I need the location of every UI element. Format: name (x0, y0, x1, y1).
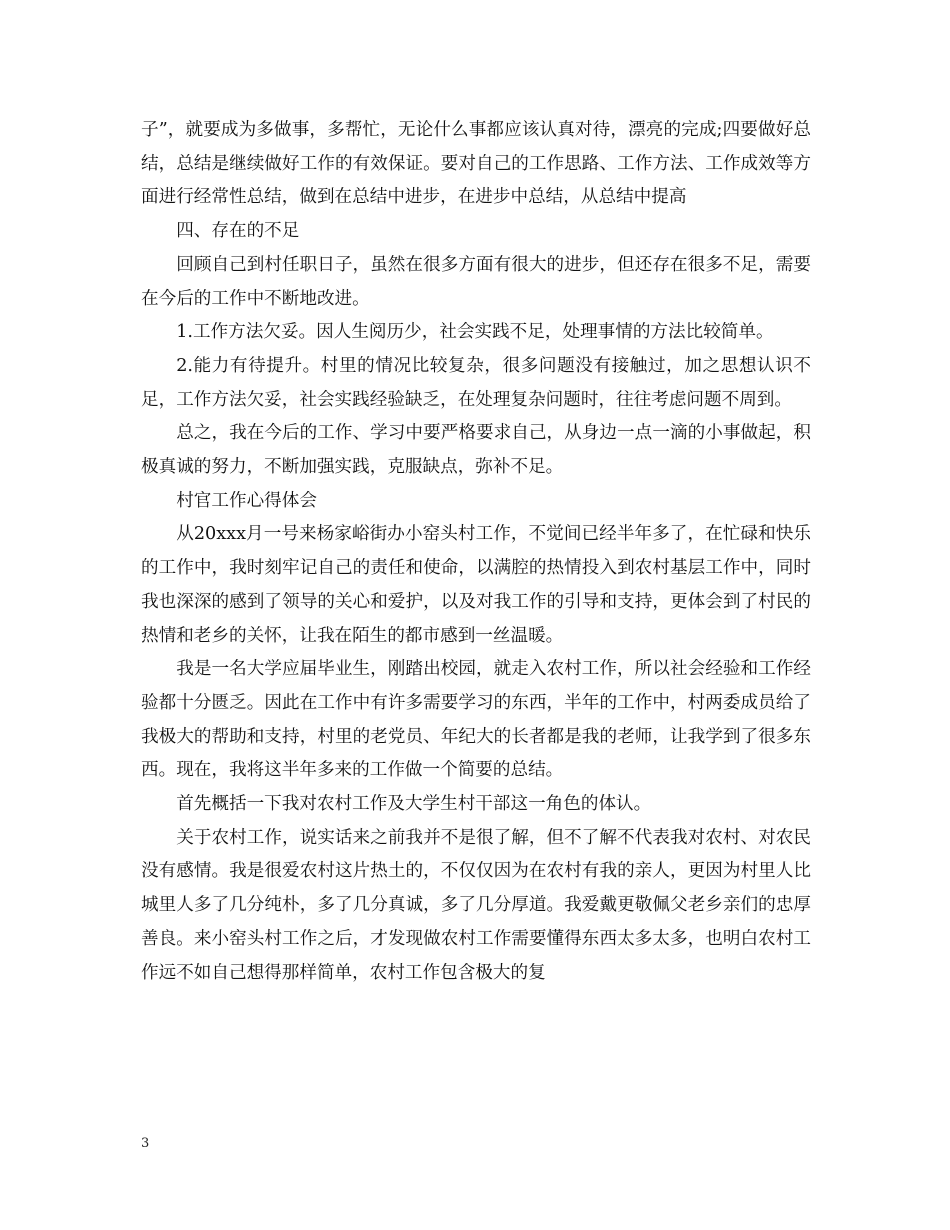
list-item-1: 1.工作方法欠妥。因人生阅历少，社会实践不足，处理事情的方法比较简单。 (176, 322, 774, 343)
paragraph-3: 回顾自己到村任职日子，虽然在很多方面有很大的进步，但还存在很多不足，需要在今后的工作中不断地改进。 (141, 254, 811, 309)
document-body (141, 114, 811, 990)
paragraph-1: 子”，就要成为多做事，多帮忙，无论什么事都应该认真对待，漂亮的完成;四要做好总结，总结是继续做好工作的有效保证。要对自己的工作思路、工作方法、工作成效等方面进行经常性总结，做到在总结中进步，在进步中总结，从总结中提高 (141, 120, 811, 208)
paragraph-9: 我是一名大学应届毕业生，刚踏出校园，就走入农村工作，所以社会经验和工作经验都十分匮乏。因此在工作中有许多需要学习的东西，半年的工作中，村两委成员给了我极大的帮助和支持，村里的老党员、年纪大的长者都是我的老师，让我学到了很多东西。现在，我将这半年多来的工作做一个简要的总结。 (141, 659, 811, 781)
paragraph-11: 关于农村工作，说实话来之前我并不是很了解，但不了解不代表我对农村、对农民没有感情。我是很爱农村这片热土的，不仅仅因为在农村有我的亲人，更因为村里人比城里人多了几分纯朴，多了几分真诚，多了几分厚道。我爱戴更敬佩父老乡亲们的忠厚善良。来小窑头村工作之后，才发现做农村工作需要懂得东西太多太多，也明白农村工作远不如自己想得那样简单，农村工作包含极大的复 (141, 827, 811, 983)
paragraph-8: 从20xxx月一号来杨家峪街办小窑头村工作，不觉间已经半年多了，在忙碌和快乐的工作中，我时刻牢记自己的责任和使命，以满腔的热情投入到农村基层工作中，同时我也深深的感到了领导的关心和爱护，以及对我工作的引导和支持，更体会到了村民的热情和老乡的关怀，让我在陌生的都市感到一丝温暖。 (141, 524, 811, 646)
list-item-2: 2.能力有待提升。村里的情况比较复杂，很多问题没有接触过，加之思想认识不足，工作方法欠妥，社会实践经验缺乏，在处理复杂问题时，往往考虑问题不周到。 (141, 355, 811, 410)
paragraph-6: 总之，我在今后的工作、学习中要严格要求自己，从身边一点一滴的小事做起，积极真诚的努力，不断加强实践，克服缺点，弥补不足。 (141, 423, 811, 478)
page-number: 3 (141, 1136, 150, 1151)
section-heading-shortcomings: 四、存在的不足 (176, 221, 300, 242)
section-heading-experience: 村官工作心得体会 (176, 490, 317, 511)
paragraph-10: 首先概括一下我对农村工作及大学生村干部这一角色的体认。 (176, 794, 652, 815)
